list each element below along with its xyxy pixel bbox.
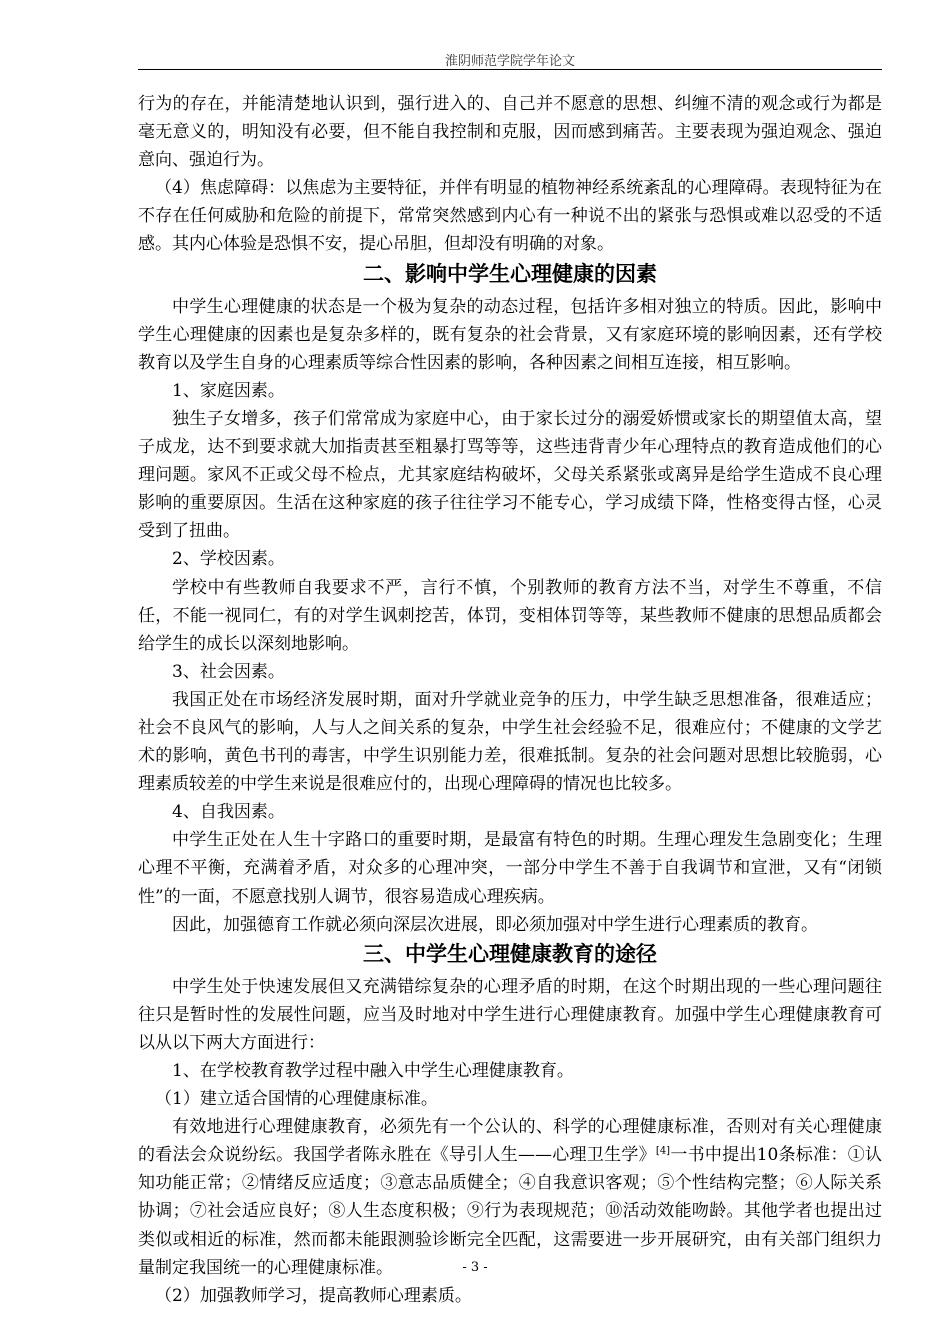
page-body (138, 90, 882, 1310)
paragraph: 行为的存在，并能清楚地认识到，强行进入的、自己并不愿意的思想、纠缠不清的观念或行为都是毫无意义的，明知没有必要，但不能自我控制和克服，因而感到痛苦。主要表现为强迫观念、强迫意向、强迫行为。 (138, 94, 882, 171)
subheading: 1、在学校教育教学过程中融入中学生心理健康教育。 (172, 1061, 574, 1081)
header-rule (138, 69, 882, 70)
subheading: （1）建立适合国情的心理健康标准。 (155, 1089, 438, 1110)
paragraph: 中学生处于快速发展但又充满错综复杂的心理矛盾的时期，在这个时期出现的一些心理问题往往只是暂时性的发展性问题，应当及时地对中学生进行心理健康教育。加强中学生心理健康教育可以从以下两大方面进行： (138, 976, 882, 1053)
paragraph: 学校中有些教师自我要求不严，言行不慎，个别教师的教育方法不当，对学生不尊重，不信任，不能一视同仁，有的对学生讽刺挖苦，体罚，变相体罚等等，某些教师不健康的思想品质都会给学生的成长以深刻地影响。 (138, 577, 882, 654)
subheading: （2）加强教师学习，提高教师心理素质。 (155, 1285, 472, 1306)
paragraph (138, 1113, 882, 1282)
paragraph: 独生子女增多，孩子们常常成为家庭中心，由于家长过分的溺爱娇惯或家长的期望值太高，望子成龙，达不到要求就大加指责甚至粗暴打骂等等，这些违背青少年心理特点的教育造成他们的心理问题。家风不正或父母不检点，尤其家庭结构破坏，父母关系紧张或离异是给学生造成不良心理影响的重要原因。生活在这种家庭的孩子往往学习不能专心，学习成绩下降，性格变得古怪，心灵受到了扭曲。 (138, 408, 882, 542)
subheading: 2、学校因素。 (172, 549, 285, 570)
section-heading: 二、影响中学生心理健康的因素 (363, 261, 657, 286)
subheading: 1、家庭因素。 (172, 380, 285, 401)
paragraph: 因此，加强德育工作就必须向深层次进展，即必须加强对中学生进行心理素质的教育。 (172, 914, 818, 935)
page-number: - 3 - (462, 1260, 488, 1275)
running-header: 淮阴师范学院学年论文 (444, 54, 575, 69)
paragraph: 我国正处在市场经济发展时期，面对升学就业竞争的压力，中学生缺乏思想准备，很难适应；社会不良风气的影响，人与人之间关系的复杂，中学生社会经验不足，很难应付；不健康的文学艺术的影响，黄色书刊的毒害，中学生识别能力差，很难抵制。复杂的社会问题对思想比较脆弱，心理素质较差的中学生来说是很难应付的，出现心理障碍的情况也比较多。 (138, 689, 882, 795)
citation-ref[interactable]: [4] (655, 1145, 671, 1157)
subheading: 3、社会因素。 (172, 661, 285, 682)
paragraph-text: 一书中提出10条标准：①认知功能正常；②情绪反应适度；③意志品质健全；④自我意识客观；⑤个性结构完整；⑥人际关系协调；⑦社会适应良好；⑧人生态度积极；⑨行为表现规范；⑩活动效能吻龄。其他学者也提出过类似或相近的标准，然而都未能跟测验诊断完全匹配，这需要进一步开展研究，由有关部门组织力量制定我国统一的心理健康标准。 (138, 1145, 882, 1278)
paragraph: 中学生心理健康的状态是一个极为复杂的动态过程，包括许多相对独立的特质。因此，影响中学生心理健康的因素也是复杂多样的，既有复杂的社会背景，又有家庭环境的影响因素，还有学校教育以及学生自身的心理素质等综合性因素的影响，各种因素之间相互连接，相互影响。 (138, 296, 882, 373)
paragraph: 中学生正处在人生十字路口的重要时期，是最富有特色的时期。生理心理发生急剧变化；生理心理不平衡，充满着矛盾，对众多的心理冲突，一部分中学生不善于自我调节和宣泄，又有“闭锁性”的一面，不愿意找别人调节，很容易造成心理疾病。 (138, 830, 882, 907)
subheading: 4、自我因素。 (172, 802, 285, 823)
paragraph-text: 有效地进行心理健康教育，必须先有一个公认的、科学的心理健康标准，否则对有关心理健康的看法会众说纷纭。我国学者陈永胜在《导引人生——心理卫生学》 (138, 1117, 882, 1166)
section-heading: 三、中学生心理健康教育的途径 (363, 941, 657, 966)
paragraph: （4）焦虑障碍：以焦虑为主要特征，并伴有明显的植物神经系统紊乱的心理障碍。表现特征为在不存在任何威胁和危险的前提下，常常突然感到内心有一种说不出的紧张与恐惧或难以忍受的不适感。其内心体验是恐惧不安，提心吊胆，但却没有明确的对象。 (138, 178, 882, 255)
